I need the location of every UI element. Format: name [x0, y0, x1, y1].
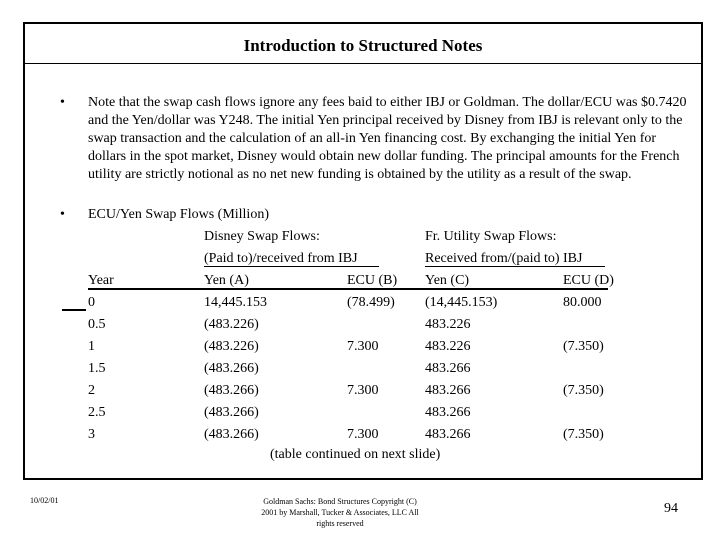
- column-header: Year: [88, 273, 114, 288]
- table-cell: (78.499): [347, 295, 395, 310]
- table-cell: 3: [88, 427, 95, 442]
- table-cell: (483.266): [204, 405, 259, 420]
- table-cell: 14,445.153: [204, 295, 267, 310]
- table-cell: (7.350): [563, 427, 604, 442]
- table-cell: 7.300: [347, 339, 379, 354]
- table-cell: (483.266): [204, 383, 259, 398]
- column-header: ECU (B): [347, 273, 398, 288]
- title-divider: [23, 63, 703, 64]
- bullet-icon: •: [60, 95, 65, 110]
- table-cell: (483.266): [204, 427, 259, 442]
- page-number: 94: [664, 501, 678, 516]
- footer-copyright: [230, 496, 450, 529]
- copyright-line: rights reserved: [316, 519, 364, 528]
- bullet-icon: •: [60, 207, 65, 222]
- bullet-text: Note that the swap cash flows ignore any fees baid to either IBJ or Goldman. The dollar/ECU was $0.7420 and the Yen/dollar was Y248. The initial Yen principal received by Disney from IBJ is relevant only to the swap transaction and the calculation of an all-in Yen financing cost. By exchanging the initial Yen for dollars in the spot market, Disney would obtain new dollar funding. The principal amounts for the French utility are strictly notional as no net new funding is obtained by the utility as a result of the swap.: [88, 95, 687, 182]
- column-header: ECU (D): [563, 273, 614, 288]
- table-cell: 2.5: [88, 405, 106, 420]
- table-note: (table continued on next slide): [270, 447, 441, 462]
- row-marker: [62, 309, 86, 311]
- column-header: Yen (C): [425, 273, 470, 288]
- table-cell: 483.226: [425, 317, 471, 332]
- table-cell: 483.226: [425, 339, 471, 354]
- footer-date: 10/02/01: [30, 496, 59, 505]
- table-cell: (7.350): [563, 339, 604, 354]
- table-cell: 2: [88, 383, 95, 398]
- table-cell: (483.226): [204, 317, 259, 332]
- slide-frame: [23, 22, 703, 480]
- group-subheader: (Paid to)/received from IBJ: [204, 251, 358, 266]
- group-header: Disney Swap Flows:: [204, 229, 320, 244]
- table-cell: 1: [88, 339, 95, 354]
- header-rule: [425, 266, 605, 267]
- table-cell: 0: [88, 295, 95, 310]
- header-rule: [204, 266, 379, 267]
- table-cell: 0.5: [88, 317, 106, 332]
- copyright-line: 2001 by Marshall, Tucker & Associates, LLC All: [261, 508, 419, 517]
- table-cell: 483.266: [425, 427, 471, 442]
- table-cell: 483.266: [425, 361, 471, 376]
- table-cell: 80.000: [563, 295, 602, 310]
- table-cell: 483.266: [425, 405, 471, 420]
- copyright-line: Goldman Sachs: Bond Structures Copyright (C): [263, 497, 417, 506]
- table-cell: 483.266: [425, 383, 471, 398]
- bullet-text: ECU/Yen Swap Flows (Million): [88, 207, 269, 222]
- table-cell: 7.300: [347, 383, 379, 398]
- table-cell: (7.350): [563, 383, 604, 398]
- table-cell: (483.266): [204, 361, 259, 376]
- group-subheader: Received from/(paid to) IBJ: [425, 251, 583, 266]
- slide-title: Introduction to Structured Notes: [243, 36, 483, 55]
- column-header-rule: [88, 288, 608, 290]
- group-header: Fr. Utility Swap Flows:: [425, 229, 557, 244]
- column-header: Yen (A): [204, 273, 249, 288]
- table-cell: (14,445.153): [425, 295, 498, 310]
- table-cell: (483.226): [204, 339, 259, 354]
- table-cell: 1.5: [88, 361, 106, 376]
- table-cell: 7.300: [347, 427, 379, 442]
